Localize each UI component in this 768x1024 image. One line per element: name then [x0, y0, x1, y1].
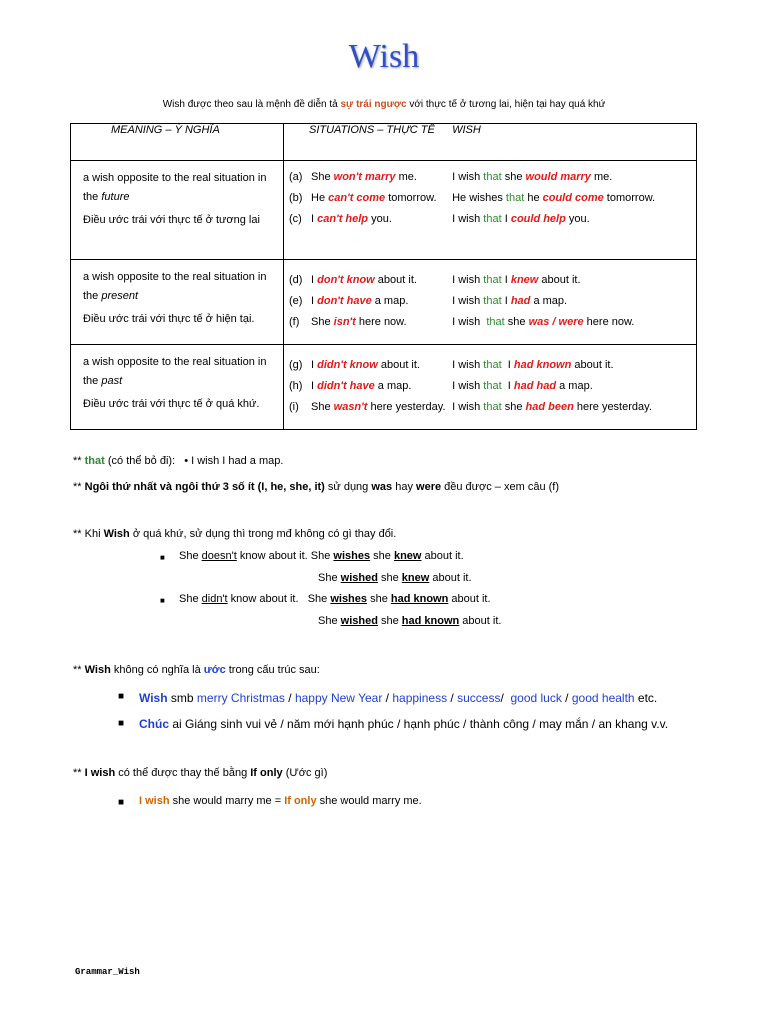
wish-line [452, 312, 696, 333]
wish-line [452, 270, 696, 291]
wish-table [70, 123, 697, 430]
square-bullet-icon: ■ [118, 718, 125, 729]
wish-mid: he [524, 192, 543, 204]
meaning-en-prefix: a wish opposite to the real situation in the [83, 271, 267, 302]
wish-mid: I [501, 213, 511, 225]
ex-iwish: I wish [139, 795, 170, 807]
ex2a-d: about it. [448, 593, 491, 605]
situation-label: (b) [289, 192, 303, 204]
meaning-cell [71, 161, 284, 260]
header-situations-label: SITUATIONS – THỰC TẾ [309, 124, 435, 136]
situation-post: tomorrow. [385, 192, 437, 204]
ex2b-a: She [318, 615, 341, 627]
ex-ifonly: If only [284, 795, 317, 807]
wish-post: me. [590, 171, 613, 183]
ex1b-c: she [377, 572, 402, 584]
ex1a-w: wishes [333, 550, 371, 562]
b1-smb: smb [167, 691, 197, 705]
square-bullet-icon: ■ [160, 553, 165, 562]
situation-label: (a) [289, 171, 303, 183]
meaning-en-prefix: a wish opposite to the real situation in the [83, 356, 267, 387]
situation-pre: I [311, 359, 318, 371]
note5-iwish: I wish [84, 767, 116, 779]
note1-stars: ** [73, 455, 82, 467]
wish-line [452, 291, 696, 312]
situation-post: you. [368, 213, 392, 225]
wish-cell [452, 161, 696, 260]
b1-wish: Wish [139, 691, 168, 705]
situation-post: me. [395, 171, 417, 183]
situation-pre: I [311, 380, 318, 392]
wish-mid: she [501, 401, 526, 413]
situation-post: about it. [377, 359, 420, 371]
meaning-en-time: past [101, 375, 123, 387]
b2-rest: ai Giáng sinh vui vẻ / năm mới hạnh phúc / hạnh phúc / thành công / may mắn / an khang v.v. [169, 717, 669, 731]
situation-label: (i) [289, 401, 299, 413]
note-if-only [73, 767, 327, 779]
note3-rest: ở quá khứ, sử dụng thì trong mđ không có gì thay đổi. [129, 528, 397, 540]
note5-mid: có thể được thay thế bằng [115, 767, 251, 779]
situation-verb: can't help [317, 213, 369, 225]
ex1b-v: knew [401, 572, 430, 584]
if-only-example [139, 795, 422, 807]
ex1b-d: about it. [429, 572, 472, 584]
situation-label: (h) [289, 380, 303, 392]
ex2a-u: didn't [201, 593, 228, 605]
situation-post: a map. [374, 380, 412, 392]
wish-pre: I wish [452, 359, 484, 371]
ex2a-b: know about it. She [227, 593, 331, 605]
header-wish-label: WISH [452, 124, 481, 136]
wish-verb: could help [510, 213, 566, 225]
meaning-en [83, 268, 273, 306]
note4-rest: trong cấu trúc sau: [225, 664, 320, 676]
wish-verb: would marry [525, 171, 591, 183]
wish-line [452, 167, 696, 188]
note4-wish: Wish [84, 664, 111, 676]
wish-cell [452, 345, 696, 430]
wish-line [452, 397, 696, 418]
wish-post: about it. [538, 274, 581, 286]
subtitle-after: với thực tế ở tương lai, hiện tại hay quá khứ [406, 99, 606, 110]
wish-that: that [483, 295, 502, 307]
b1-item: success [457, 691, 501, 705]
wish-that: that [483, 213, 502, 225]
meaning-en [83, 353, 273, 391]
header-meaning: MEANING – Ý NGHĨA [71, 124, 284, 161]
meaning-cell [71, 260, 284, 345]
situation-label: (g) [289, 359, 303, 371]
wish-verb: had known [513, 359, 572, 371]
table-row [71, 161, 697, 260]
wish-that: that [483, 274, 502, 286]
situation-pre: She [311, 401, 334, 413]
wish-mid: I [501, 274, 511, 286]
meaning-vi: Điều ước trái với thực tế ở tương lai [83, 214, 260, 226]
square-bullet-icon: ■ [160, 596, 165, 605]
note2-was: was [371, 481, 393, 493]
ex2a-v: had known [390, 593, 449, 605]
meaning-en-time: present [101, 290, 139, 302]
wish-verb: was / were [528, 316, 584, 328]
wish-pre: I wish [452, 380, 484, 392]
situation-post: a map. [371, 295, 409, 307]
note5-stars: ** [73, 767, 82, 779]
wish-pre: He wishes [452, 192, 506, 204]
situation-pre: He [311, 192, 329, 204]
wish-that: that [483, 401, 502, 413]
situation-label: (d) [289, 274, 303, 286]
b1-item: merry Christmas [196, 691, 285, 705]
subtitle-highlight: sự trái ngược [340, 99, 407, 110]
situation-verb: can't come [328, 192, 386, 204]
wish-post: you. [565, 213, 590, 225]
ex2a-c: she [367, 593, 391, 605]
square-bullet-icon: ■ [118, 691, 125, 702]
table-row [71, 260, 697, 345]
table-header-row [71, 124, 697, 161]
situation-verb: won't marry [333, 171, 396, 183]
note5-ifonly: If only [250, 767, 283, 779]
note1-example: I wish I had a map. [191, 455, 284, 467]
square-bullet-icon: ■ [118, 797, 125, 808]
note5-rest: (Ước gì) [282, 767, 328, 779]
wish-that: that [483, 380, 502, 392]
ex1b-a: She [318, 572, 341, 584]
note3-stars: ** [73, 528, 82, 540]
note-past-wish [73, 528, 396, 540]
subtitle [0, 99, 768, 110]
situation-verb: didn't have [317, 380, 375, 392]
wish-line [452, 209, 696, 230]
note2-stars: ** [73, 481, 82, 493]
wish-that: that [505, 192, 525, 204]
wish-post: about it. [571, 359, 614, 371]
b1-item: good luck [510, 691, 562, 705]
header-wish [452, 124, 696, 161]
wish-post: tomorrow. [603, 192, 656, 204]
chuc-greetings [139, 717, 668, 731]
situation-verb: don't have [317, 295, 372, 307]
wish-mid: I [501, 295, 511, 307]
situation-pre: She [311, 316, 334, 328]
situation-post: here yesterday. [367, 401, 446, 413]
situation-verb: wasn't [333, 401, 368, 413]
note-person [73, 481, 559, 493]
wish-line [452, 376, 696, 397]
example-1a [179, 550, 464, 562]
wish-pre: I wish [452, 316, 487, 328]
situation-pre: I [311, 213, 318, 225]
wish-pre: I wish [452, 274, 484, 286]
bullet-icon: • [184, 455, 189, 467]
situation-label: (e) [289, 295, 303, 307]
wish-post: here now. [583, 316, 635, 328]
note1-that: that [84, 455, 105, 467]
ex2b-v: had known [401, 615, 460, 627]
note4-uoc: ước [203, 664, 226, 676]
note2-were: were [416, 481, 442, 493]
wish-verb: had had [513, 380, 557, 392]
ex-b: she would marry me. [316, 795, 422, 807]
note3-wish: Wish [103, 528, 130, 540]
b2-chuc: Chúc [139, 717, 169, 731]
table-row [71, 345, 697, 430]
ex1a-c: she [370, 550, 394, 562]
example-1b [318, 572, 472, 584]
wish-pre: I wish [452, 171, 484, 183]
b1-item: happy New Year [294, 691, 383, 705]
ex1a-a: She [179, 550, 202, 562]
situation-pre: She [311, 171, 334, 183]
note4-stars: ** [73, 664, 82, 676]
ex1a-u: doesn't [201, 550, 237, 562]
wish-mid: I [501, 380, 514, 392]
wish-cell [452, 260, 696, 345]
footer-label: Grammar_Wish [75, 967, 140, 977]
note2-mid: sử dụng [324, 481, 372, 493]
ex1a-b: know about it. She [236, 550, 334, 562]
situation-label: (f) [289, 316, 300, 328]
situation-verb: isn't [333, 316, 356, 328]
wish-verb: knew [510, 274, 539, 286]
example-2a [179, 593, 491, 605]
wish-verb: had been [525, 401, 574, 413]
wish-that: that [486, 316, 505, 328]
meaning-en-prefix: a wish opposite to the real situation in the [83, 172, 267, 203]
wish-verb: had [510, 295, 531, 307]
note-that [73, 455, 283, 467]
wish-post: here yesterday. [573, 401, 652, 413]
note-wish-meaning [73, 664, 320, 676]
meaning-en-time: future [101, 191, 130, 203]
example-2b [318, 615, 501, 627]
page-title: Wish [348, 38, 420, 75]
ex1a-d: about it. [421, 550, 464, 562]
ex-a: she would marry me = [169, 795, 285, 807]
note2-bold: Ngôi thứ nhất và ngôi thứ 3 số ít (I, he, she, it) [84, 481, 325, 493]
wish-that: that [483, 359, 502, 371]
meaning-cell [71, 345, 284, 430]
situation-post: about it. [374, 274, 417, 286]
note2-rest: đều được – xem câu (f) [441, 481, 559, 493]
subtitle-before: Wish được theo sau là mệnh đề diễn tả [162, 99, 341, 110]
ex1a-v: knew [393, 550, 422, 562]
wish-mid: she [504, 316, 529, 328]
situation-pre: I [311, 295, 318, 307]
meaning-vi: Điều ước trái với thực tế ở quá khứ. [83, 398, 260, 410]
wish-line [452, 188, 696, 209]
wish-post: a map. [556, 380, 593, 392]
ex2b-c: she [377, 615, 402, 627]
note1-rest: (có thể bỏ đi): [104, 455, 176, 467]
table-body [71, 161, 697, 430]
situation-verb: didn't know [317, 359, 378, 371]
situation-verb: don't know [317, 274, 375, 286]
b1-item: good health [571, 691, 635, 705]
ex1b-w: wished [340, 572, 378, 584]
ex2a-w: wishes [330, 593, 368, 605]
wish-greetings: Wish smb merry Christmas / happy New Year / happiness / success/ good luck / good health etc. [139, 691, 658, 705]
meaning-en [83, 169, 273, 207]
note2-hay: hay [392, 481, 417, 493]
note4-mid: không có nghĩa là [110, 664, 204, 676]
b1-item: happiness [392, 691, 448, 705]
ex2b-w: wished [340, 615, 378, 627]
wish-pre: I wish [452, 213, 484, 225]
wish-line [452, 355, 696, 376]
wish-pre: I wish [452, 295, 484, 307]
wish-verb: could come [542, 192, 604, 204]
situation-label: (c) [289, 213, 302, 225]
ex2a-a: She [179, 593, 202, 605]
note3-pre: Khi [81, 528, 104, 540]
ex2b-d: about it. [459, 615, 502, 627]
situation-pre: I [311, 274, 318, 286]
b1-etc: etc. [634, 691, 658, 705]
wish-that: that [483, 171, 502, 183]
wish-mid: I [501, 359, 514, 371]
wish-post: a map. [530, 295, 568, 307]
meaning-vi: Điều ước trái với thực tế ở hiện tại. [83, 313, 255, 325]
wish-mid: she [501, 171, 526, 183]
situation-post: here now. [355, 316, 407, 328]
wish-pre: I wish [452, 401, 484, 413]
